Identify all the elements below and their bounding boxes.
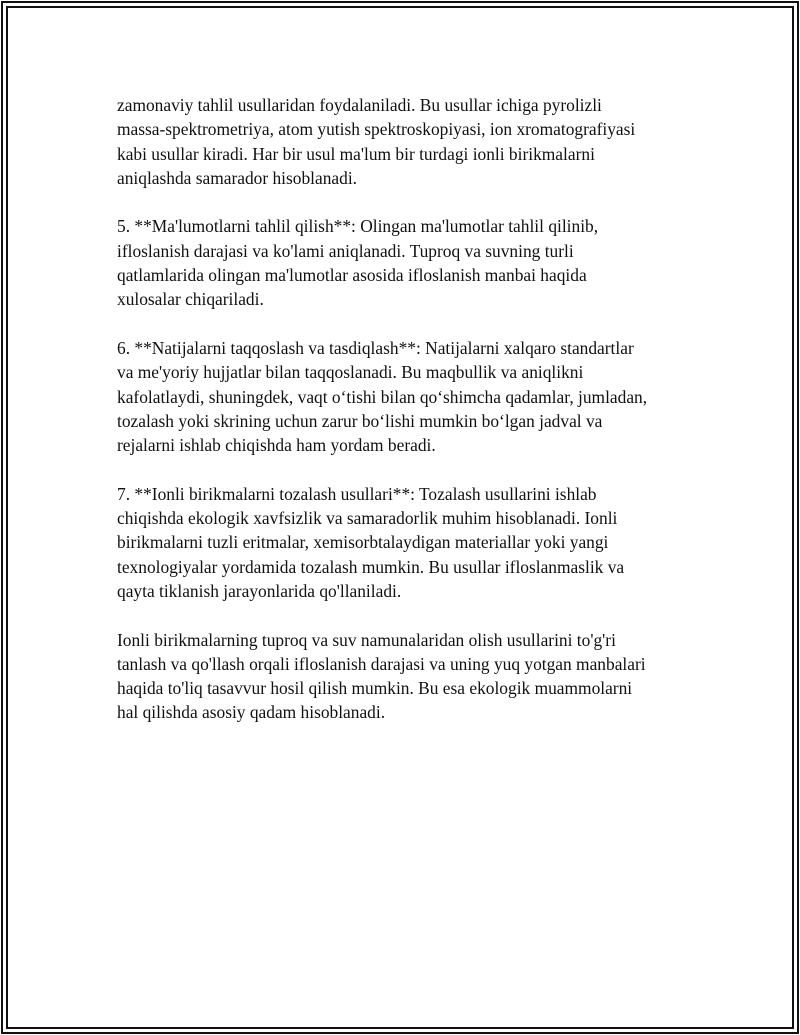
paragraph-step-7: 7. **Ionli birikmalarni tozalash usullari**: Tozalash usullarini ishlab chiqishda ekologik xavfsizlik va samaradorlik muhim hisoblanadi. Ionli birikmalarni tuzli eritmalar, xemisorbtalaydigan materiallar yoki yangi texnologiyalar yordamida tozalash mumkin. Bu usullar ifloslanmaslik va qayta tiklanish jarayonlarida qo'llaniladi. [117, 483, 625, 601]
paragraph-step-6: 6. **Natijalarni taqqoslash va tasdiqlash**: Natijalarni xalqaro standartlar va me'yoriy hujjatlar bilan taqqoslanadi. Bu maqbullik va aniqlikni kafolatlaydi, shuningdek, vaqt o‘tishi bilan qo‘shimcha qadamlar, jumladan, tozalash yoki skrining uchun zarur bo‘lishi mumkin bo‘lgan jadval va rejalarni ishlab chiqishda ham yordam beradi. [117, 337, 648, 456]
paragraph-conclusion: Ionli birikmalarning tuproq va suv namunalaridan olish usullarini to'g'ri tanlash va qo'llash orqali ifloslanish darajasi va uning yuq yotgan manbalari haqida to'liq tasavvur hosil qilish mumkin. Bu esa ekologik muammolarni hal qilishda asosiy qadam hisoblanadi. [117, 629, 646, 723]
document-body [117, 93, 692, 749]
paragraph-step-5: 5. **Ma'lumotlarni tahlil qilish**: Olingan ma'lumotlar tahlil qilinib, ifloslanish darajasi va ko'lami aniqlanadi. Tuproq va suvning turli qatlamlarida olingan ma'lumotlar asosida ifloslanish manbai haqida xulosalar chiqariladi. [117, 216, 599, 310]
paragraph-intro-continuation: zamonaviy tahlil usullaridan foydalaniladi. Bu usullar ichiga pyrolizli massa-spektrometriya, atom yutish spektroskopiyasi, ion xromatografiyasi kabi usullar kiradi. Har bir usul ma'lum bir turdagi ionli birikmalarni aniqlashda samarador hisoblanadi. [117, 95, 636, 188]
